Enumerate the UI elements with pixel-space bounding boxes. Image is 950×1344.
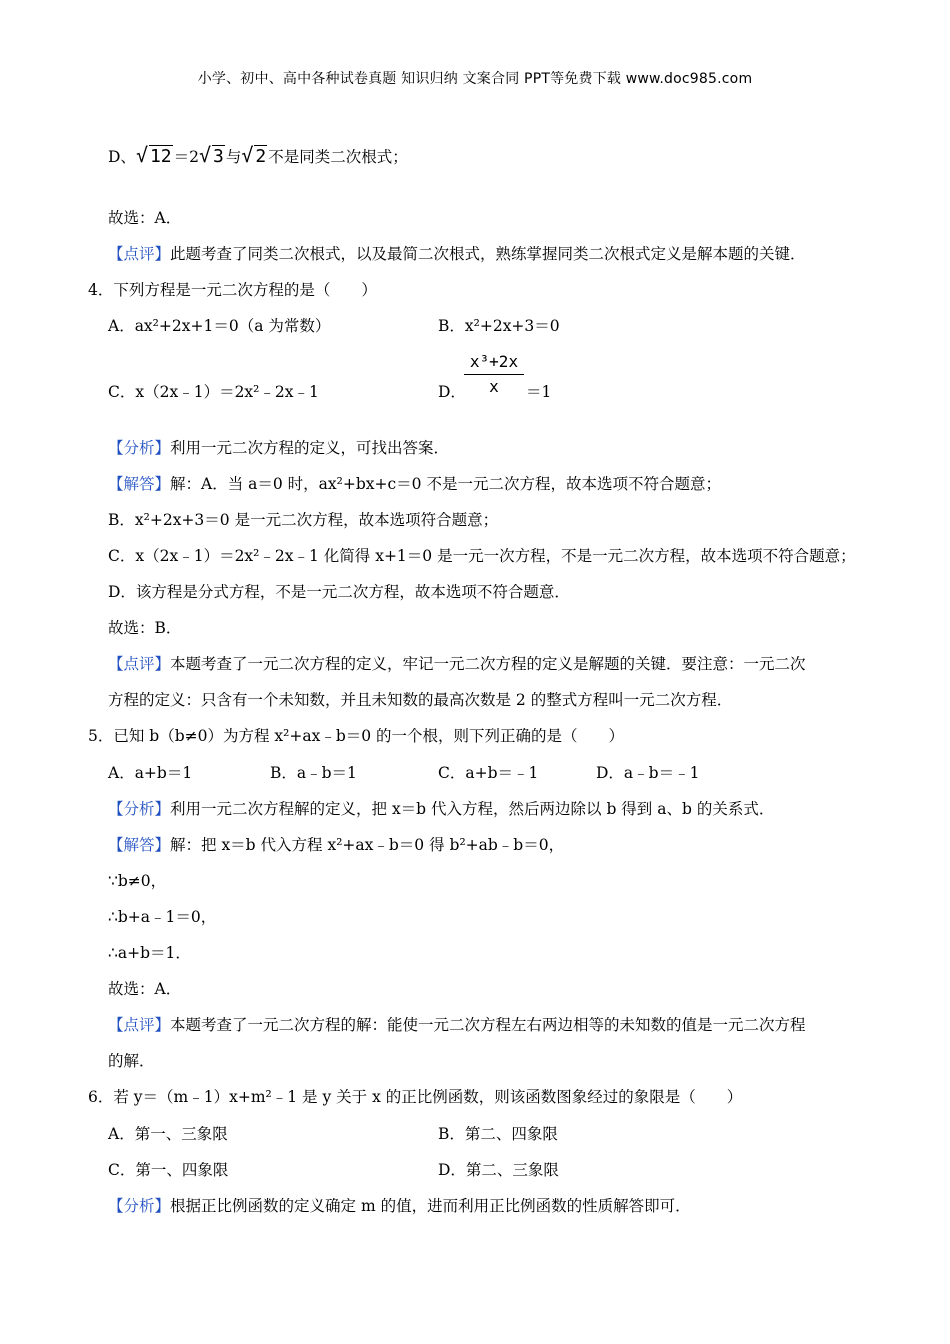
q4-choose: 故选：B． (108, 619, 182, 637)
q5-analysis: 【分析】利用一元二次方程解的定义，把 x＝b 代入方程，然后两边除以 b 得到 a、b 的关系式． (108, 800, 775, 818)
fraction-bar (464, 374, 524, 375)
analysis-tag: 【分析】 (108, 1197, 171, 1215)
q6-option-b: B．第二、四象限 (438, 1125, 558, 1143)
q5-answer-line-3: ∴b+a﹣1＝0， (108, 908, 217, 926)
answer-tag: 【解答】 (108, 475, 171, 493)
q6-option-c: C．第一、四象限 (108, 1161, 229, 1179)
q4-option-d-rhs: ＝1 (526, 383, 552, 401)
q4-option-c: C．x（2x﹣1）＝2x²﹣2x﹣1 (108, 383, 319, 401)
q5-review-line-1: 【点评】本题考查了一元二次方程的解：能使一元二次方程左右两边相等的未知数的值是一元二次方程 (108, 1016, 806, 1034)
q5-option-d: D．a﹣b＝﹣1 (596, 764, 700, 782)
q3-choose: 故选：A． (108, 209, 182, 227)
q5-answer-line-4: ∴a+b＝1． (108, 944, 191, 962)
q5-stem: 5．已知 b（b≠0）为方程 x²+ax﹣b＝0 的一个根，则下列正确的是（ ） (88, 727, 625, 745)
page-header: 小学、初中、高中各种试卷真题 知识归纳 文案合同 PPT等免费下载 www.doc985.com (197, 71, 753, 87)
q4-answer-line-3: C．x（2x﹣1）＝2x²﹣2x﹣1 化简得 x+1＝0 是一元一次方程，不是一元二次方程，故本选项不符合题意； (108, 547, 856, 565)
q4-option-a: A．ax²+2x+1＝0（a 为常数） (108, 317, 331, 335)
sqrt-3: √ 3 (199, 143, 224, 167)
q3-review: 【点评】此题考查了同类二次根式，以及最简二次根式，熟练掌握同类二次根式定义是解本题的关键． (108, 245, 806, 263)
q4-option-d-fraction (464, 352, 524, 398)
q4-option-d-label: D． (438, 383, 466, 401)
q6-option-a: A．第一、三象限 (108, 1125, 228, 1143)
q4-option-b: B．x²+2x+3＝0 (438, 317, 560, 335)
sqrt-12: √ 12 (135, 143, 172, 167)
q4-review-line-2: 方程的定义：只含有一个未知数，并且未知数的最高次数是 2 的整式方程叫一元二次方程． (108, 691, 733, 709)
review-tag: 【点评】 (108, 1016, 171, 1034)
q5-review-line-2: 的解． (108, 1052, 155, 1070)
analysis-tag: 【分析】 (108, 439, 171, 457)
q5-answer-line-2: ∵b≠0， (108, 872, 167, 890)
q5-option-c: C．a+b＝﹣1 (438, 764, 539, 782)
q3-option-d-explanation: D、 √ 12 ＝2 √ 3 与 √ 2 不是同类二次根式； (108, 143, 408, 167)
sqrt-2: √ 2 (241, 143, 267, 167)
q4-stem: 4．下列方程是一元二次方程的是（ ） (88, 281, 377, 299)
q4-review-line-1: 【点评】本题考查了一元二次方程的定义，牢记一元二次方程的定义是解题的关键．要注意：一元二次 (108, 655, 806, 673)
q6-option-d: D．第二、三象限 (438, 1161, 559, 1179)
q5-answer-line-1: 【解答】解：把 x＝b 代入方程 x²+ax﹣b＝0 得 b²+ab﹣b＝0， (108, 836, 565, 854)
q5-option-b: B．a﹣b＝1 (270, 764, 357, 782)
q4-answer-line-2: B．x²+2x+3＝0 是一元二次方程，故本选项符合题意； (108, 511, 499, 529)
review-tag: 【点评】 (108, 655, 171, 673)
q6-analysis: 【分析】根据正比例函数的定义确定 m 的值，进而利用正比例函数的性质解答即可． (108, 1197, 691, 1215)
q4-analysis: 【分析】利用一元二次方程的定义，可找出答案． (108, 439, 450, 457)
analysis-tag: 【分析】 (108, 800, 171, 818)
answer-tag: 【解答】 (108, 836, 171, 854)
q5-choose: 故选：A． (108, 980, 182, 998)
review-tag: 【点评】 (108, 245, 171, 263)
q6-stem: 6．若 y＝（m﹣1）x+m²﹣1 是 y 关于 x 的正比例函数，则该函数图象经过的象限是（ ） (88, 1088, 743, 1106)
q4-answer-line-4: D．该方程是分式方程，不是一元二次方程，故本选项不符合题意． (108, 583, 570, 601)
fraction-numerator: x³+2x (469, 352, 519, 371)
q4-answer-line-1: 【解答】解：A．当 a＝0 时，ax²+bx+c＝0 不是一元二次方程，故本选项不符合题意； (108, 475, 721, 493)
fraction-denominator: x (489, 377, 499, 396)
q5-option-a: A．a+b＝1 (108, 764, 193, 782)
